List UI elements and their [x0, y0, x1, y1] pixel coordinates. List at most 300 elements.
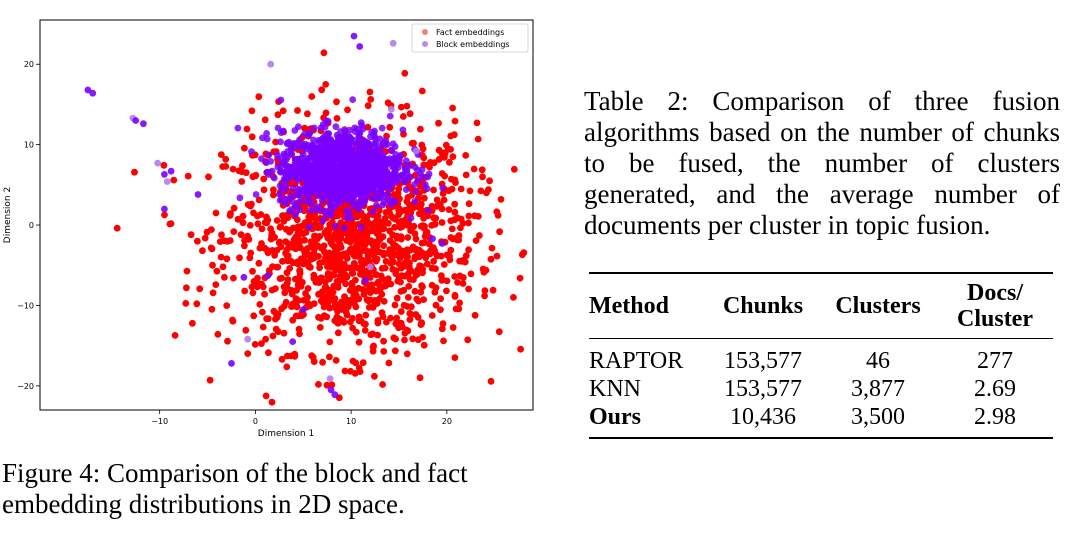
- fact-embedding-point: [349, 280, 356, 287]
- fact-embedding-point: [393, 267, 400, 274]
- block-embedding-point: [327, 375, 334, 382]
- fact-embedding-point: [285, 241, 292, 248]
- fact-embedding-point: [395, 245, 402, 252]
- block-embedding-point: [322, 124, 329, 131]
- block-embedding-point: [350, 137, 357, 144]
- fact-embedding-point: [418, 282, 425, 289]
- fact-embedding-point: [281, 289, 288, 296]
- block-embedding-point: [341, 148, 348, 155]
- fact-embedding-point: [391, 224, 398, 231]
- fact-embedding-point: [218, 254, 225, 261]
- fact-embedding-point: [433, 284, 440, 291]
- fact-embedding-point: [407, 276, 414, 283]
- fact-embedding-point: [321, 242, 328, 249]
- block-embedding-point: [237, 194, 244, 201]
- block-embedding-point: [326, 150, 333, 157]
- fact-embedding-point: [237, 167, 244, 174]
- fact-embedding-point: [247, 250, 254, 257]
- fact-embedding-point: [272, 285, 279, 292]
- fact-embedding-point: [209, 306, 216, 313]
- fact-embedding-point: [244, 126, 251, 133]
- fact-embedding-point: [349, 325, 356, 332]
- block-embedding-point: [297, 172, 304, 179]
- fact-embedding-point: [334, 115, 341, 122]
- fact-embedding-point: [370, 344, 377, 351]
- fact-embedding-point: [291, 351, 298, 358]
- fact-embedding-point: [259, 309, 266, 316]
- fact-embedding-point: [305, 285, 312, 292]
- legend-marker-block: [422, 41, 428, 47]
- fact-embedding-point: [436, 147, 443, 154]
- fact-embedding-point: [401, 337, 408, 344]
- block-embedding-point: [325, 118, 332, 125]
- x-tick-label: −10: [151, 417, 169, 426]
- fact-embedding-point: [457, 225, 464, 232]
- block-embedding-point: [387, 201, 394, 208]
- fact-embedding-point: [344, 107, 351, 114]
- fact-embedding-point: [471, 166, 478, 173]
- fact-embedding-point: [326, 276, 333, 283]
- fact-embedding-point: [465, 246, 472, 253]
- fact-embedding-point: [465, 220, 472, 227]
- fact-embedding-point: [433, 302, 440, 309]
- block-embedding-point: [343, 207, 350, 214]
- fact-embedding-point: [252, 341, 259, 348]
- fact-embedding-point: [324, 301, 331, 308]
- fact-embedding-point: [249, 133, 256, 140]
- block-embedding-point: [342, 156, 349, 163]
- block-embedding-point: [388, 106, 395, 113]
- fact-embedding-point: [270, 333, 277, 340]
- fact-embedding-point: [209, 262, 216, 269]
- results-table: [589, 272, 1053, 439]
- fact-embedding-point: [257, 245, 264, 252]
- fact-embedding-point: [315, 276, 322, 283]
- fact-embedding-point: [439, 219, 446, 226]
- fact-embedding-point: [386, 124, 393, 131]
- fact-embedding-point: [475, 136, 482, 143]
- fact-embedding-point: [281, 303, 288, 310]
- block-embedding-point: [311, 125, 318, 132]
- block-embedding-point: [269, 168, 276, 175]
- fact-embedding-point: [413, 296, 420, 303]
- fact-embedding-point: [421, 342, 428, 349]
- block-embedding-point: [374, 147, 381, 154]
- fact-embedding-point: [430, 187, 437, 194]
- block-embedding-point: [277, 197, 284, 204]
- fact-embedding-point: [386, 251, 393, 258]
- fact-embedding-point: [449, 186, 456, 193]
- fact-embedding-point: [468, 271, 475, 278]
- fact-embedding-point: [231, 205, 238, 212]
- fact-embedding-point: [479, 173, 486, 180]
- fact-embedding-point: [373, 271, 380, 278]
- fact-embedding-point: [274, 217, 281, 224]
- fact-embedding-point: [517, 346, 524, 353]
- fact-embedding-point: [256, 301, 263, 308]
- fact-embedding-point: [270, 192, 277, 199]
- fact-embedding-point: [325, 229, 332, 236]
- block-embedding-point: [296, 206, 303, 213]
- fact-embedding-point: [344, 231, 351, 238]
- block-embedding-point: [305, 142, 312, 149]
- fact-embedding-point: [284, 269, 291, 276]
- fact-embedding-point: [467, 188, 474, 195]
- fact-embedding-point: [354, 231, 361, 238]
- fact-embedding-point: [212, 281, 219, 288]
- fact-embedding-point: [355, 237, 362, 244]
- block-embedding-point: [424, 174, 431, 181]
- fact-embedding-point: [452, 118, 459, 125]
- fact-embedding-point: [412, 288, 419, 295]
- fact-embedding-point: [451, 273, 458, 280]
- fact-embedding-point: [396, 275, 403, 282]
- fact-embedding-point: [436, 156, 443, 163]
- y-tick-label: −20: [17, 381, 34, 391]
- header-chunks: Chunks: [722, 293, 804, 319]
- fact-embedding-point: [341, 293, 348, 300]
- fact-embedding-point: [238, 231, 245, 238]
- fact-embedding-point: [454, 279, 461, 286]
- fact-embedding-point: [261, 186, 268, 193]
- fact-embedding-point: [250, 173, 257, 180]
- fact-embedding-point: [223, 302, 230, 309]
- fact-embedding-point: [392, 302, 399, 309]
- fact-embedding-point: [446, 206, 453, 213]
- fact-embedding-point: [333, 244, 340, 251]
- block-embedding-point: [291, 127, 298, 134]
- block-embedding-point: [299, 187, 306, 194]
- fact-embedding-point: [488, 378, 495, 385]
- block-embedding-point: [439, 240, 446, 247]
- fact-embedding-point: [410, 140, 417, 147]
- fact-embedding-point: [367, 297, 374, 304]
- fact-embedding-point: [315, 224, 322, 231]
- fact-embedding-point: [318, 315, 325, 322]
- fact-embedding-point: [450, 324, 457, 331]
- fact-embedding-point: [383, 319, 390, 326]
- figure-caption: Figure 4: Comparison of the block and fact embedding distributions in 2D space.: [2, 458, 468, 519]
- fact-embedding-point: [301, 297, 308, 304]
- fact-embedding-point: [426, 164, 433, 171]
- x-tick-label: 20: [441, 417, 452, 426]
- cell-clusters: 3,500: [851, 404, 905, 430]
- fact-embedding-point: [230, 166, 237, 173]
- fact-embedding-point: [376, 295, 383, 302]
- block-embedding-point: [347, 163, 354, 170]
- block-embedding-point: [306, 224, 313, 231]
- fact-embedding-point: [444, 252, 451, 259]
- block-embedding-point: [286, 139, 293, 146]
- fact-embedding-point: [323, 110, 330, 117]
- block-embedding-point: [280, 169, 287, 176]
- fact-embedding-point: [451, 131, 458, 138]
- block-embedding-point: [264, 136, 271, 143]
- fact-embedding-point: [238, 178, 245, 185]
- fact-embedding-point: [296, 331, 303, 338]
- fact-embedding-point: [398, 233, 405, 240]
- fact-embedding-point: [367, 96, 374, 103]
- fact-embedding-point: [262, 116, 269, 123]
- fact-embedding-point: [265, 349, 272, 356]
- fact-embedding-point: [459, 258, 466, 265]
- fact-embedding-point: [311, 358, 318, 365]
- block-embedding-point: [264, 272, 271, 279]
- fact-embedding-point: [405, 294, 412, 301]
- fact-embedding-point: [446, 159, 453, 166]
- block-embedding-point: [315, 192, 322, 199]
- block-embedding-point: [413, 148, 420, 155]
- fact-embedding-point: [255, 93, 262, 100]
- block-embedding-point: [368, 165, 375, 172]
- fact-embedding-point: [443, 288, 450, 295]
- block-embedding-point: [89, 90, 96, 97]
- fact-embedding-point: [274, 247, 281, 254]
- fact-embedding-point: [417, 374, 424, 381]
- fact-embedding-point: [316, 264, 323, 271]
- cell-chunks: 10,436: [730, 404, 796, 430]
- fact-embedding-point: [259, 226, 266, 233]
- fact-embedding-point: [221, 274, 228, 281]
- cell-clusters: 46: [866, 348, 890, 374]
- block-embedding-point: [301, 131, 308, 138]
- fact-embedding-point: [319, 359, 326, 366]
- block-embedding-point: [161, 171, 168, 178]
- fact-embedding-point: [438, 272, 445, 279]
- fact-embedding-point: [418, 201, 425, 208]
- fact-embedding-point: [439, 325, 446, 332]
- fact-embedding-point: [378, 224, 385, 231]
- block-embedding-point: [408, 215, 415, 222]
- fact-embedding-point: [392, 347, 399, 354]
- header-docs-per-cluster: [937, 273, 1053, 339]
- fact-embedding-point: [304, 110, 311, 117]
- block-embedding-point: [307, 207, 314, 214]
- block-embedding-point: [337, 128, 344, 135]
- fact-embedding-point: [447, 217, 454, 224]
- block-embedding-point: [367, 150, 374, 157]
- fact-embedding-point: [452, 293, 459, 300]
- table-row: [589, 375, 1053, 403]
- cell-chunks: 153,577: [724, 376, 802, 402]
- fact-embedding-point: [263, 393, 270, 400]
- fact-embedding-point: [434, 197, 441, 204]
- fact-embedding-point: [288, 303, 295, 310]
- fact-embedding-point: [458, 186, 465, 193]
- fact-embedding-point: [379, 265, 386, 272]
- cell-clusters: 3,877: [851, 376, 905, 402]
- block-embedding-point: [319, 183, 326, 190]
- block-embedding-point: [311, 183, 318, 190]
- block-embedding-point: [283, 175, 290, 182]
- fact-embedding-point: [220, 263, 227, 270]
- fact-embedding-point: [343, 274, 350, 281]
- fact-embedding-point: [275, 311, 282, 318]
- fact-embedding-point: [437, 295, 444, 302]
- fact-embedding-point: [420, 215, 427, 222]
- fact-embedding-point: [293, 313, 300, 320]
- block-embedding-point: [346, 127, 353, 134]
- fact-embedding-point: [372, 220, 379, 227]
- fact-embedding-point: [407, 110, 414, 117]
- block-embedding-point: [195, 191, 202, 198]
- fact-embedding-point: [358, 258, 365, 265]
- block-embedding-point: [331, 203, 338, 210]
- fact-embedding-point: [404, 103, 411, 110]
- block-embedding-point: [307, 197, 314, 204]
- fact-embedding-point: [278, 275, 285, 282]
- fact-embedding-point: [449, 226, 456, 233]
- block-embedding-point: [280, 151, 287, 158]
- fact-embedding-point: [395, 190, 402, 197]
- fact-embedding-point: [347, 368, 354, 375]
- block-embedding-point: [373, 202, 380, 209]
- block-embedding-point: [164, 178, 171, 185]
- fact-embedding-point: [356, 249, 363, 256]
- fact-embedding-point: [395, 324, 402, 331]
- fact-embedding-point: [455, 237, 462, 244]
- block-embedding-point: [319, 157, 326, 164]
- fact-embedding-point: [329, 256, 336, 263]
- fact-embedding-point: [183, 284, 190, 291]
- fact-embedding-point: [301, 237, 308, 244]
- fact-embedding-point: [263, 214, 270, 221]
- fact-embedding-point: [366, 304, 373, 311]
- block-embedding-point: [361, 180, 368, 187]
- block-embedding-point: [353, 162, 360, 169]
- fact-embedding-point: [374, 280, 381, 287]
- block-embedding-point: [263, 159, 270, 166]
- block-embedding-point: [351, 33, 358, 40]
- fact-embedding-point: [360, 212, 367, 219]
- fact-embedding-point: [224, 255, 231, 262]
- fact-embedding-point: [208, 245, 215, 252]
- fact-embedding-point: [314, 235, 321, 242]
- fact-embedding-point: [361, 291, 368, 298]
- block-embedding-point: [400, 127, 407, 134]
- fact-embedding-point: [336, 236, 343, 243]
- fact-embedding-point: [398, 218, 405, 225]
- fact-embedding-point: [494, 253, 501, 260]
- fact-embedding-point: [326, 354, 333, 361]
- fact-embedding-point: [404, 222, 411, 229]
- block-embedding-point: [351, 198, 358, 205]
- fact-embedding-point: [421, 195, 428, 202]
- fact-embedding-point: [217, 238, 224, 245]
- fact-embedding-point: [318, 86, 325, 93]
- fact-embedding-point: [230, 228, 237, 235]
- block-embedding-point: [414, 167, 421, 174]
- block-embedding-point: [248, 148, 255, 155]
- fact-embedding-point: [307, 303, 314, 310]
- y-tick-label: 10: [23, 140, 34, 150]
- fact-embedding-point: [215, 331, 222, 338]
- block-embedding-point: [315, 204, 322, 211]
- fact-embedding-point: [490, 287, 497, 294]
- fact-embedding-point: [383, 219, 390, 226]
- fact-embedding-point: [290, 259, 297, 266]
- fact-embedding-point: [218, 151, 225, 158]
- fact-embedding-point: [210, 289, 217, 296]
- fact-embedding-point: [224, 338, 231, 345]
- fact-embedding-point: [299, 230, 306, 237]
- fact-embedding-point: [424, 261, 431, 268]
- fact-embedding-point: [472, 312, 479, 319]
- fact-embedding-point: [318, 298, 325, 305]
- fact-embedding-point: [379, 309, 386, 316]
- fact-embedding-point: [456, 300, 463, 307]
- fact-embedding-point: [465, 286, 472, 293]
- block-embedding-point: [359, 166, 366, 173]
- fact-embedding-point: [362, 327, 369, 334]
- block-embedding-point: [355, 186, 362, 193]
- block-embedding-point: [425, 207, 432, 214]
- fact-embedding-point: [427, 247, 434, 254]
- block-embedding-point: [404, 167, 411, 174]
- fact-embedding-point: [347, 239, 354, 246]
- fact-embedding-point: [298, 283, 305, 290]
- fact-embedding-point: [393, 251, 400, 258]
- fact-embedding-point: [498, 196, 505, 203]
- fact-embedding-point: [405, 283, 412, 290]
- fact-embedding-point: [241, 145, 248, 152]
- fact-embedding-point: [199, 247, 206, 254]
- fact-embedding-point: [247, 222, 254, 229]
- y-tick-label: 20: [23, 60, 34, 70]
- block-embedding-point: [351, 178, 358, 185]
- fact-embedding-point: [451, 209, 458, 216]
- fact-embedding-point: [466, 200, 473, 207]
- cell-docs: 2.69: [974, 376, 1016, 402]
- fact-embedding-point: [320, 259, 327, 266]
- fact-embedding-point: [161, 212, 168, 219]
- block-embedding-point: [370, 174, 377, 181]
- x-axis-label: Dimension 1: [257, 429, 315, 439]
- fact-embedding-point: [488, 256, 495, 263]
- cell-method: RAPTOR: [589, 348, 684, 374]
- block-embedding-point: [168, 168, 175, 175]
- fact-embedding-point: [256, 260, 263, 267]
- fact-embedding-point: [432, 221, 439, 228]
- fact-embedding-point: [452, 179, 459, 186]
- fact-embedding-point: [335, 329, 342, 336]
- fact-embedding-point: [261, 291, 268, 298]
- fact-embedding-point: [417, 126, 424, 133]
- fact-embedding-point: [334, 212, 341, 219]
- block-embedding-point: [294, 141, 301, 148]
- fact-embedding-point: [250, 210, 257, 217]
- fact-embedding-point: [308, 256, 315, 263]
- fact-embedding-point: [486, 177, 493, 184]
- fact-embedding-point: [172, 332, 179, 339]
- fact-embedding-point: [479, 166, 486, 173]
- fact-embedding-point: [264, 247, 271, 254]
- block-embedding-point: [228, 360, 235, 367]
- fact-embedding-point: [235, 216, 242, 223]
- block-embedding-point: [303, 162, 310, 169]
- block-embedding-point: [356, 43, 363, 50]
- fact-embedding-point: [481, 293, 488, 300]
- block-embedding-point: [309, 168, 316, 175]
- fact-embedding-point: [435, 120, 442, 127]
- fact-embedding-point: [114, 225, 121, 232]
- fact-embedding-point: [326, 339, 333, 346]
- block-embedding-point: [386, 183, 393, 190]
- fact-embedding-point: [244, 350, 251, 357]
- block-embedding-point: [355, 206, 362, 213]
- fact-embedding-point: [276, 239, 283, 246]
- fact-embedding-point: [511, 166, 518, 173]
